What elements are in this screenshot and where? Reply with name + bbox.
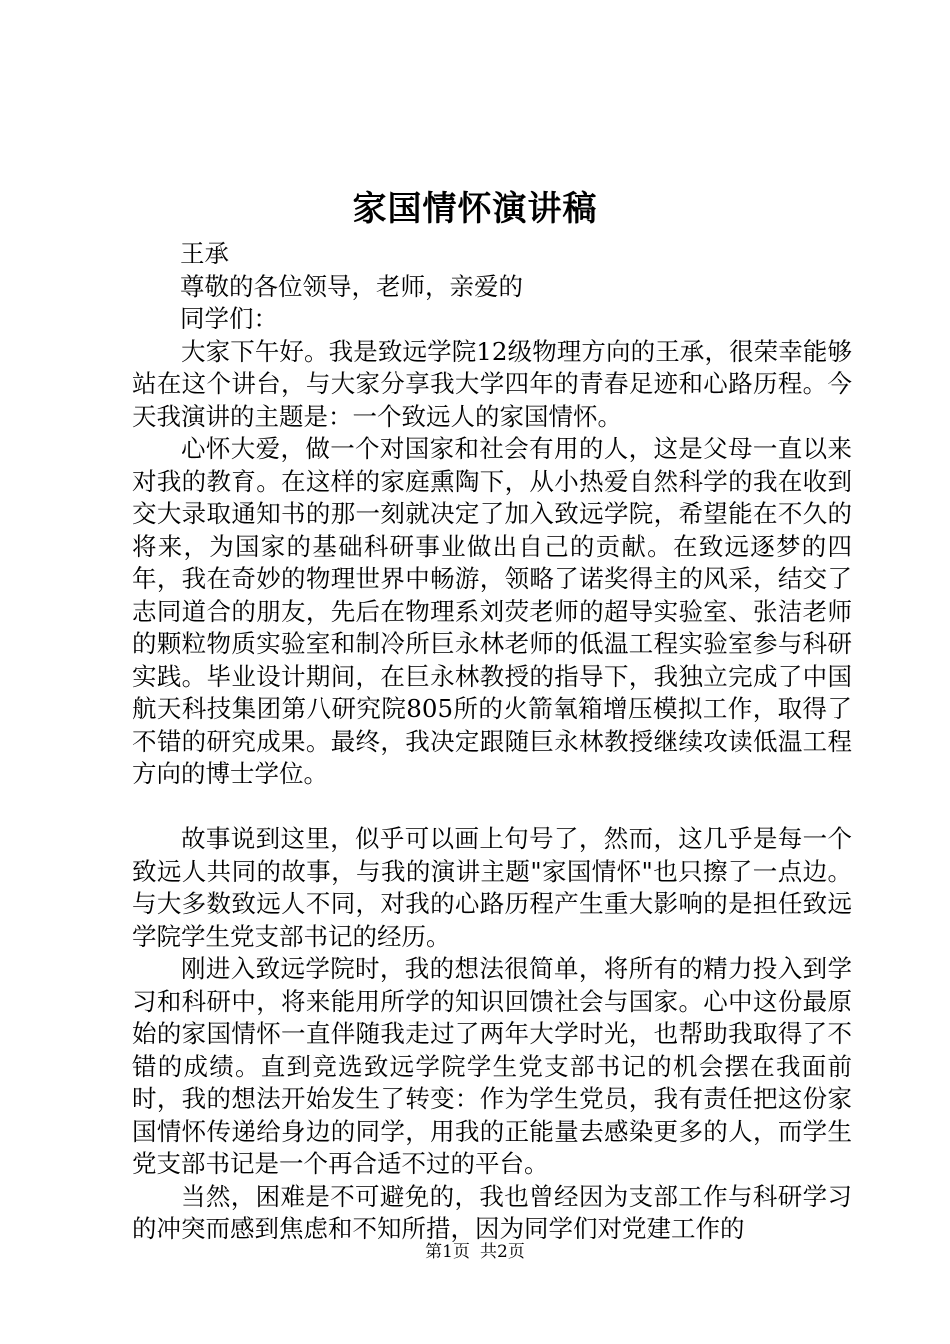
greeting-line-1: 尊敬的各位领导，老师，亲爱的 bbox=[180, 271, 523, 301]
paragraph-5: 当然，困难是不可避免的，我也曾经因为支部工作与科研学习的冲突而感到焦虑和不知所措，因为同学们对党建工作的 bbox=[132, 1181, 852, 1243]
page-footer bbox=[0, 1241, 950, 1263]
document-title: 家国情怀演讲稿 bbox=[352, 189, 598, 229]
paragraph-3: 故事说到这里，似乎可以画上句号了，然而，这几乎是每一个致远人共同的故事，与我的演讲主题"家国情怀"也只擦了一点边。与大多数致远人不同，对我的心路历程产生重大影响的是担任致远学院学生党支部书记的经历。 bbox=[132, 824, 852, 951]
paragraph-4: 刚进入致远学院时，我的想法很简单，将所有的精力投入到学习和科研中，将来能用所学的知识回馈社会与国家。心中这份最原始的家国情怀一直伴随我走过了两年大学时光，也帮助我取得了不错的成绩。直到竞选致远学院学生党支部书记的机会摆在我面前时，我的想法开始发生了转变：作为学生党员，我有责任把这份家国情怀传递给身边的同学，用我的正能量去感染更多的人，而学生党支部书记是一个再合适不过的平台。 bbox=[132, 954, 852, 1178]
page-number: 第1页 bbox=[425, 1242, 470, 1262]
document-body bbox=[132, 238, 852, 1246]
page-total: 共2页 bbox=[480, 1242, 525, 1262]
paragraph-1: 大家下午好。我是致远学院12级物理方向的王承，很荣幸能够站在这个讲台，与大家分享我大学四年的青春足迹和心路历程。今天我演讲的主题是：一个致远人的家国情怀。 bbox=[132, 336, 852, 431]
author-name: 王承 bbox=[180, 239, 229, 268]
greeting-line-2: 同学们： bbox=[180, 304, 278, 333]
paragraph-spacer bbox=[132, 791, 852, 824]
paragraph-2: 心怀大爱，做一个对国家和社会有用的人，这是父母一直以来对我的教育。在这样的家庭熏陶下，从小热爱自然科学的我在收到交大录取通知书的那一刻就决定了加入致远学院，希望能在不久的将来，为国家的基础科研事业做出自己的贡献。在致远逐梦的四年，我在奇妙的物理世界中畅游，领略了诺奖得主的风采，结交了志同道合的朋友，先后在物理系刘荧老师的超导实验室、张洁老师的颗粒物质实验室和制冷所巨永林老师的低温工程实验室参与科研实践。毕业设计期间，在巨永林教授的指导下，我独立完成了中国航天科技集团第八研究院805所的火箭氧箱增压模拟工作，取得了不错的研究成果。最终，我决定跟随巨永林教授继续攻读低温工程方向的博士学位。 bbox=[132, 434, 852, 788]
